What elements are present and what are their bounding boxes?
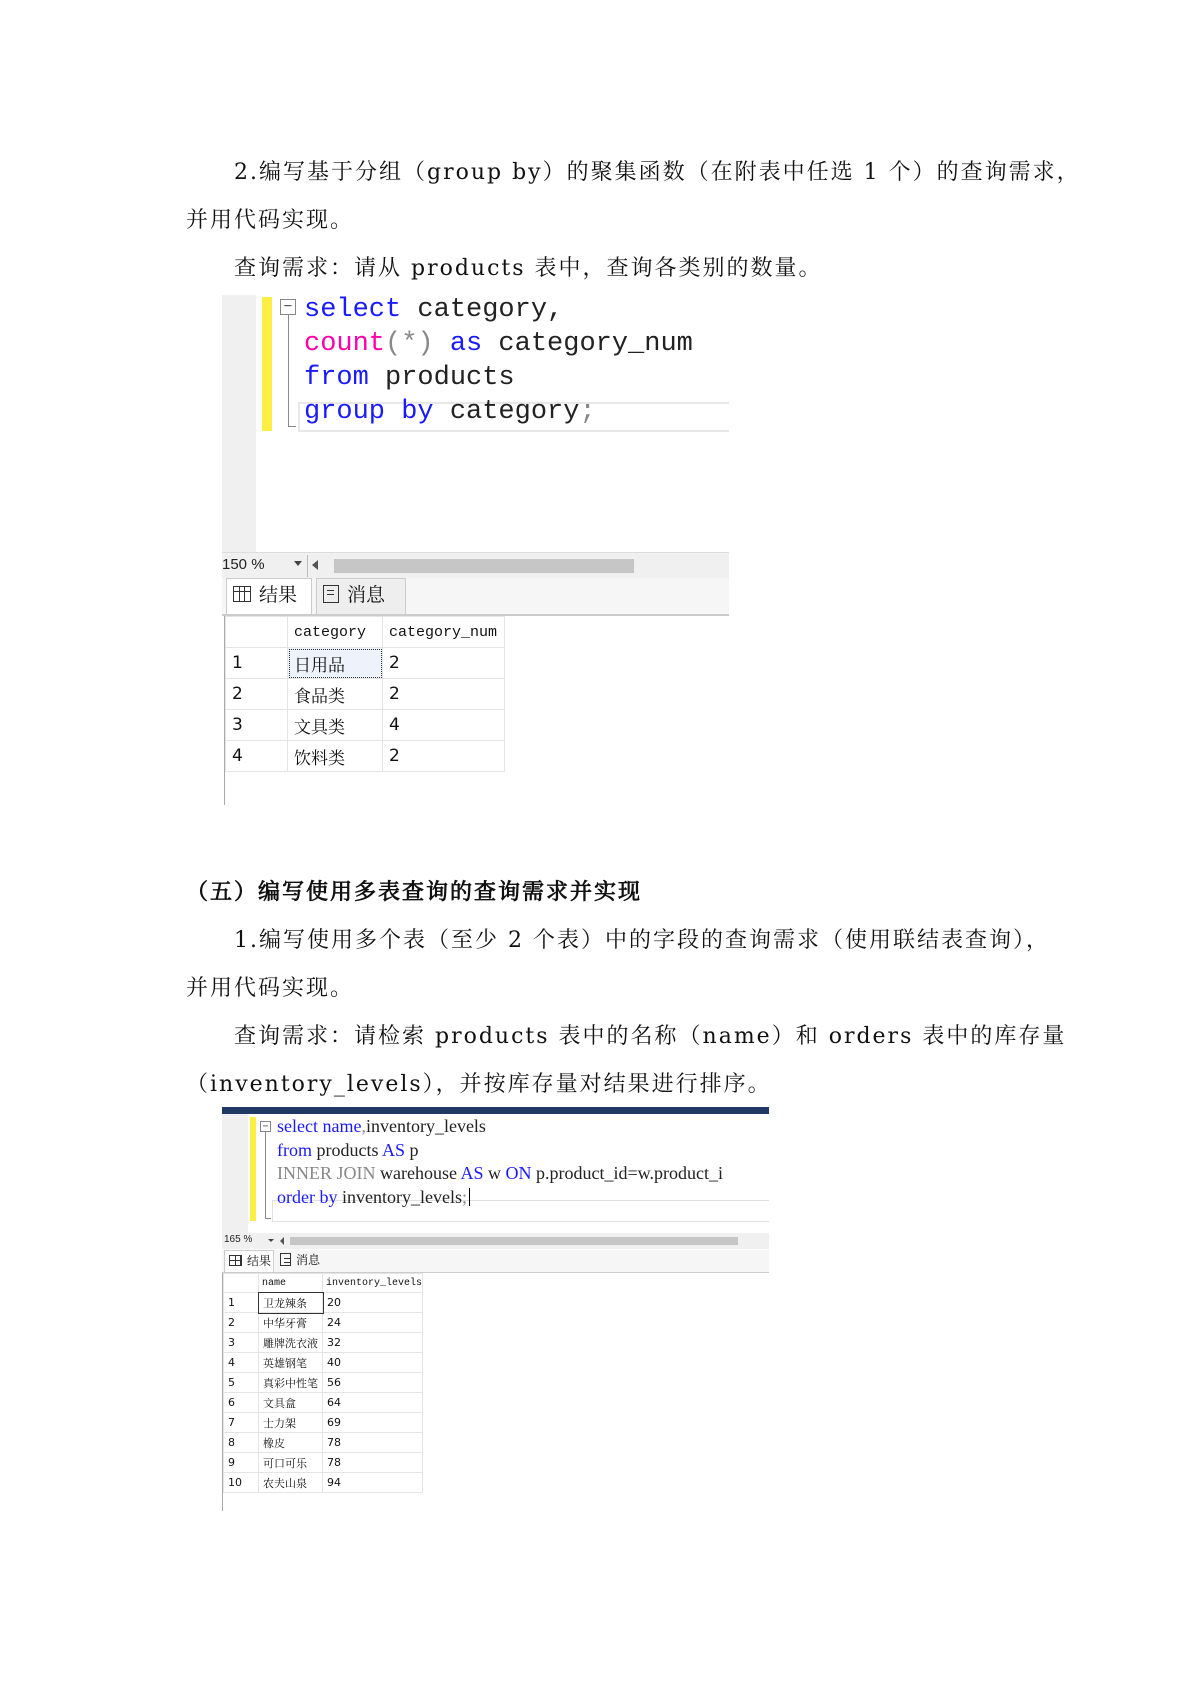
table-cell[interactable]: 4 [383,710,505,741]
code-token: warehouse [375,1163,461,1183]
section-heading-five: （五）编写使用多表查询的查询需求并实现 [186,879,643,905]
code-token: as [433,329,483,359]
code-token: products [312,1139,382,1160]
message-icon [280,1253,291,1266]
table-row[interactable] [226,648,505,679]
code-token: ON [505,1163,532,1183]
results-table [225,616,505,772]
paragraph-task-1-line2: 并用代码实现。 [186,976,355,1001]
table-row[interactable] [224,1313,423,1333]
code-line[interactable] [304,397,596,427]
tab-messages[interactable] [316,578,406,614]
scroll-left-icon[interactable] [280,1237,284,1245]
divider [307,555,308,577]
text-caret [469,1188,470,1206]
paragraph-query-requirement-2-line1: 查询需求：请检索 products 表中的名称（name）和 orders 表中的库存量 [234,1024,1067,1049]
row-number[interactable]: 1 [226,648,288,679]
tab-messages-label: 消息 [296,1253,321,1267]
table-cell[interactable]: 2 [383,648,505,679]
horizontal-scrollbar[interactable] [290,1237,738,1245]
editor-gutter [222,295,256,552]
scroll-left-icon[interactable] [312,560,318,570]
code-token: order by [277,1186,338,1207]
table-cell[interactable]: 2 [383,679,505,710]
code-token: from [277,1139,312,1160]
tab-results-label: 结果 [259,585,298,606]
table-row[interactable] [224,1373,423,1393]
code-token: ; [461,1186,467,1207]
row-number[interactable]: 8 [224,1433,259,1453]
code-token: AS [382,1139,406,1160]
code-token: select [277,1116,318,1136]
code-token: (*) [385,329,434,359]
column-header-rownum [224,1274,259,1293]
paragraph-task-2-line2: 并用代码实现。 [186,208,355,233]
table-cell[interactable]: 卫龙辣条 [259,1293,323,1313]
paragraph-query-requirement-1: 查询需求：请从 products 表中，查询各类别的数量。 [234,256,823,281]
code-token: category [433,397,580,427]
zoom-dropdown-icon[interactable] [294,561,302,566]
table-cell[interactable]: 24 [323,1313,423,1333]
code-line[interactable] [304,295,563,325]
tab-results[interactable] [226,578,312,614]
zoom-level[interactable]: 165 % [224,1234,253,1245]
table-cell[interactable]: 56 [323,1373,423,1393]
column-header-name[interactable]: name [259,1274,323,1293]
table-cell[interactable]: 64 [323,1393,423,1413]
table-cell[interactable]: 40 [323,1353,423,1373]
table-cell[interactable]: 雕牌洗衣液 [259,1333,323,1353]
code-token: ; [579,397,596,427]
code-token: p.product_id=w.product_i [531,1163,723,1183]
code-token: products [368,363,515,393]
change-indicator [262,297,272,431]
code-token: category_num [482,329,693,359]
table-cell[interactable]: 78 [323,1433,423,1453]
editor-status-bar [222,1233,769,1249]
row-number[interactable]: 3 [226,710,288,741]
code-token: from [304,363,369,393]
table-row[interactable] [226,741,505,772]
results-grid [224,616,729,805]
table-row[interactable] [224,1393,423,1413]
change-indicator [250,1117,256,1221]
row-number[interactable]: 3 [224,1333,259,1353]
code-token: inventory_levels [365,1116,486,1136]
row-number[interactable]: 4 [226,741,288,772]
table-cell[interactable]: 69 [323,1413,423,1433]
table-cell[interactable]: 2 [383,741,505,772]
table-cell[interactable]: 士力架 [259,1413,323,1433]
tab-messages-label: 消息 [347,585,386,606]
table-cell[interactable]: 真彩中性笔 [259,1373,323,1393]
table-cell[interactable]: 20 [323,1293,423,1313]
row-number[interactable]: 1 [224,1293,259,1313]
horizontal-scrollbar[interactable] [334,559,634,573]
tab-results-label: 结果 [247,1254,272,1268]
collapse-icon[interactable]: − [280,299,296,315]
collapse-icon[interactable]: − [260,1121,271,1132]
table-cell[interactable]: 橡皮 [259,1433,323,1453]
zoom-dropdown-icon[interactable] [268,1239,274,1242]
row-number[interactable]: 4 [224,1353,259,1373]
table-cell[interactable]: 英雄钢笔 [259,1353,323,1373]
code-token: , [361,1116,366,1136]
table-row[interactable] [224,1413,423,1433]
table-row[interactable] [224,1433,423,1453]
code-line[interactable] [277,1140,419,1161]
row-number[interactable]: 2 [224,1313,259,1333]
tab-results[interactable] [224,1250,274,1272]
code-token: AS [460,1163,484,1183]
paragraph-task-1-line1: 1.编写使用多个表（至少 2 个表）中的字段的查询需求（使用联结表查询）， [234,928,1050,953]
table-row[interactable] [224,1473,423,1493]
code-token: group by [304,397,434,427]
fold-line-end [288,426,296,427]
table-cell[interactable]: 94 [323,1473,423,1493]
code-line[interactable] [277,1163,723,1184]
table-row[interactable] [224,1353,423,1373]
code-line[interactable] [277,1116,486,1137]
table-cell[interactable]: 农夫山泉 [259,1473,323,1493]
table-cell[interactable]: 日用品 [288,648,383,679]
message-icon [323,585,339,603]
paragraph-query-requirement-2-line2: （inventory_levels），并按库存量对结果进行排序。 [186,1072,772,1097]
table-row[interactable] [224,1293,423,1313]
table-cell[interactable]: 78 [323,1453,423,1473]
code-line[interactable] [304,329,693,359]
result-tabs [222,1250,769,1273]
table-row[interactable] [224,1333,423,1353]
code-line[interactable] [304,363,515,393]
code-token: name [317,1116,362,1136]
table-row[interactable] [226,679,505,710]
tab-messages[interactable] [276,1250,328,1272]
ssms-screenshot-group-by [222,295,729,805]
table-cell[interactable]: 中华牙膏 [259,1313,323,1333]
results-table [223,1273,423,1493]
result-tabs [222,578,729,616]
row-number[interactable]: 2 [226,679,288,710]
table-row[interactable] [224,1453,423,1473]
table-cell[interactable]: 食品类 [288,679,383,710]
code-token: inventory_levels [337,1186,462,1207]
grid-icon [233,586,251,602]
row-number[interactable]: 6 [224,1393,259,1413]
row-number[interactable]: 9 [224,1453,259,1473]
row-number[interactable]: 7 [224,1413,259,1433]
table-cell[interactable]: 饮料类 [288,741,383,772]
zoom-level[interactable]: 150 % [222,556,265,573]
paragraph-task-2-line1: 2.编写基于分组（group by）的聚集函数（在附表中任选 1 个）的查询需求， [234,160,1081,185]
editor-tab-strip [222,1107,769,1114]
code-token: p [405,1139,419,1160]
editor-status-bar [222,552,729,579]
table-cell[interactable]: 可口可乐 [259,1453,323,1473]
column-header-category-num[interactable]: category_num [383,617,505,648]
row-number[interactable]: 5 [224,1373,259,1393]
table-cell[interactable]: 文具类 [288,710,383,741]
column-header-category[interactable]: category [288,617,383,648]
code-line[interactable] [277,1187,470,1208]
code-token: INNER JOIN [277,1163,376,1183]
results-grid [222,1273,769,1511]
fold-line-end [265,1218,271,1219]
table-cell[interactable]: 文具盒 [259,1393,323,1413]
fold-line [265,1132,266,1218]
ssms-screenshot-join [222,1107,769,1511]
column-header-inventory-levels[interactable]: inventory_levels [323,1274,423,1293]
code-token: category, [401,295,564,325]
table-cell[interactable]: 32 [323,1333,423,1353]
table-row[interactable] [226,710,505,741]
fold-line [288,315,289,427]
row-number[interactable]: 10 [224,1473,259,1493]
code-token: select [304,295,402,325]
editor-gutter [222,1114,248,1239]
code-token: count [304,329,386,359]
column-header-rownum [226,617,288,648]
code-token: w [483,1163,506,1183]
grid-icon [229,1255,242,1266]
